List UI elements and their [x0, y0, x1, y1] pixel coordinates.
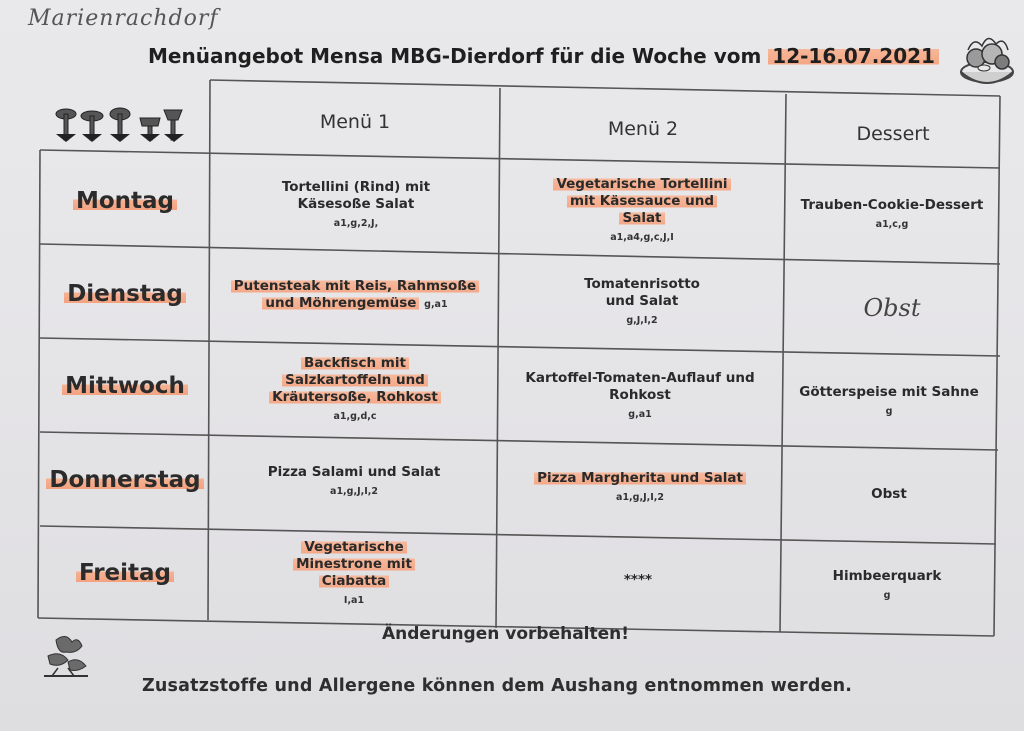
salad-bowl-icon — [954, 28, 1020, 92]
dessert-cell — [786, 170, 998, 260]
menu2-cell — [498, 442, 782, 534]
allergen-code: g — [883, 590, 891, 601]
dessert-cell — [780, 540, 994, 632]
page-title — [148, 44, 939, 68]
allergen-code: g,a1 — [424, 298, 448, 310]
dish-name: Tortellini (Rind) mit Käsesoße Salat — [281, 178, 431, 212]
dish-name: Vegetarische Tortellini mit Käsesauce und Salat — [553, 176, 730, 226]
dessert-cell — [782, 356, 996, 448]
dessert-cell — [782, 448, 996, 540]
allergen-code: g,a1 — [628, 408, 652, 420]
allergen-code: a1,c,g — [875, 219, 909, 230]
dessert-name: Götterspeise mit Sahne — [799, 384, 979, 400]
menu1-cell — [212, 160, 500, 250]
menu1-cell — [210, 344, 500, 436]
dish-name: Vegetarische Minestrone mit Ciabatta — [293, 539, 415, 589]
allergen-code: I,a1 — [343, 595, 365, 606]
dessert-name: Obst — [863, 294, 921, 322]
allergen-code: a1,g,d,c — [333, 411, 377, 422]
day-label: Freitag — [40, 530, 210, 616]
menu2-cell — [498, 350, 782, 442]
dessert-cell-handwritten — [786, 262, 998, 354]
day-label: Donnerstag — [40, 436, 210, 524]
herb-sprig-icon — [38, 632, 94, 688]
dish-name: Putensteak mit Reis, Rahmsoße und Möhrengemüse — [231, 278, 479, 311]
mushroom-row-icon — [52, 104, 192, 150]
menu2-cell — [500, 166, 784, 256]
menu2-cell — [496, 534, 780, 626]
dish-name: Backfisch mit Salzkartoffeln und Kräutersoße, Rohkost — [269, 355, 441, 405]
menu1-cell — [210, 250, 500, 340]
allergen-code: a1,g,J,I,2 — [616, 492, 664, 503]
allergen-code: a1,g,2,J, — [333, 217, 379, 229]
day-label: Montag — [40, 158, 210, 244]
changes-notice: Änderungen vorbehalten! — [382, 624, 630, 644]
menu1-cell — [210, 528, 498, 620]
title-prefix: Menüangebot Mensa MBG-Dierdorf für die Woche vom — [148, 44, 769, 68]
day-label: Mittwoch — [40, 342, 210, 430]
header-menu2: Menü 2 — [607, 118, 679, 140]
allergen-code: a1,a4,g,c,J,I — [610, 232, 674, 243]
header-menu1: Menü 1 — [319, 111, 391, 133]
dish-name: **** — [623, 571, 653, 588]
allergen-code: a1,g,J,I,2 — [330, 486, 378, 497]
dessert-name: Obst — [871, 485, 907, 502]
dish-name: Pizza Salami und Salat — [267, 464, 441, 480]
menu2-cell — [500, 256, 784, 348]
day-label: Dienstag — [40, 250, 210, 338]
menu1-cell — [210, 436, 498, 528]
allergen-code: g — [885, 406, 893, 417]
dish-name: Tomatenrisotto und Salat — [584, 275, 700, 309]
dish-name: Pizza Margherita und Salat — [534, 470, 746, 486]
dessert-name: Trauben-Cookie-Dessert — [800, 197, 984, 213]
handwritten-location-note: Marienrachdorf — [28, 6, 219, 31]
allergen-notice: Zusatzstoffe und Allergene können dem Aushang entnommen werden. — [142, 676, 853, 696]
title-date: 12-16.07.2021 — [768, 44, 939, 68]
header-dessert: Dessert — [856, 123, 930, 145]
allergen-code: g,J,I,2 — [626, 314, 658, 326]
dish-name: Kartoffel-Tomaten-Auflauf und Rohkost — [525, 369, 755, 403]
dessert-name: Himbeerquark — [832, 568, 942, 584]
